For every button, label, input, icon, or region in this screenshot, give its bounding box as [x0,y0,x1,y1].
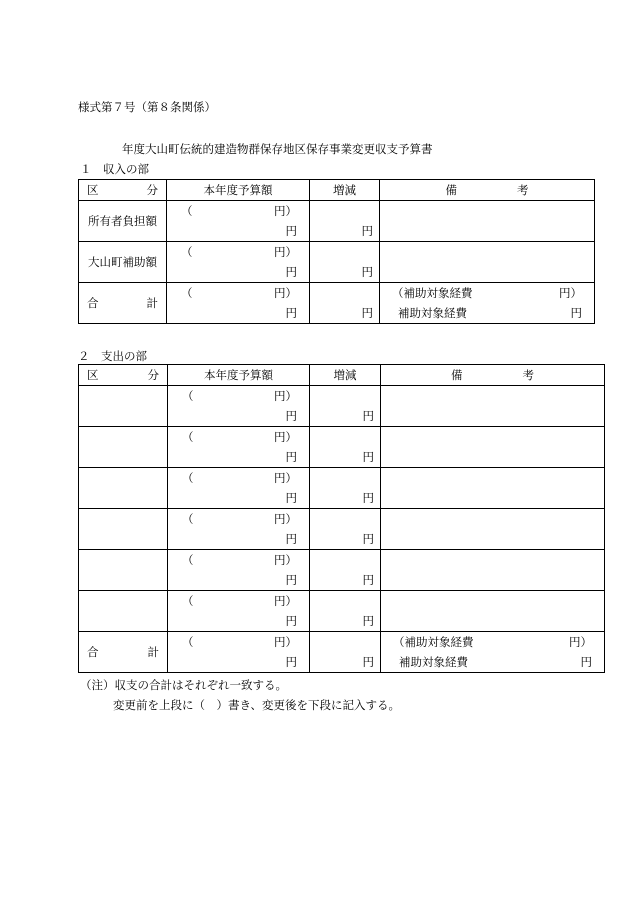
change-cell [310,509,381,530]
change-cell [310,427,381,448]
row-label: 大山町補助額 [79,242,167,283]
change-value-cell: 円 [310,221,380,242]
change-cell [310,591,381,612]
change-value-cell: 円 [310,611,381,632]
remarks-cell [381,468,605,509]
change-value-cell: 円 [310,303,380,324]
yen-paren: 円） [274,389,297,403]
open-paren: （ [182,471,194,485]
remark-bottom: 補助対象経費 円 [399,655,592,669]
yen-paren: 円） [274,245,297,259]
open-paren: （ [182,594,194,608]
total-label-text: 合 計 [87,296,158,310]
change-cell [310,550,381,571]
document-title: 年度大山町伝統的建造物群保存地区保存事業変更収支予算書 [122,142,433,156]
budget-before-cell [167,201,310,222]
remark-bottom: 補助対象経費 円 [398,306,582,320]
header-change: 増減 [310,180,380,201]
yen-paren: 円） [274,430,297,444]
budget-before-cell [168,509,310,530]
remark-top: （補助対象経費 円） [392,286,582,300]
budget-after-cell: 円 [168,447,310,468]
change-cell [310,386,381,407]
remarks-cell [381,632,605,653]
change-value-cell: 円 [310,262,380,283]
header-remarks: 備 考 [381,365,605,386]
remarks-cell [381,427,605,468]
budget-after-cell: 円 [167,262,310,283]
budget-before-cell [167,242,310,263]
open-paren: （ [181,245,193,259]
header-category: 区 分 [79,365,168,386]
table-row [79,509,605,530]
budget-after-cell: 円 [167,303,310,324]
remarks-cell [381,386,605,427]
change-cell [310,242,380,263]
budget-before-cell [168,591,310,612]
header-change: 増減 [310,365,381,386]
yen-paren: 円） [274,286,297,300]
table-row [79,386,605,407]
budget-after-cell: 円 [168,570,310,591]
budget-before-cell [167,283,310,304]
open-paren: （ [182,512,194,526]
total-label [79,632,168,673]
row-label [79,509,168,550]
remark-top: （補助対象経費 円） [393,635,592,649]
table-row [79,242,595,263]
table-row [79,550,605,571]
row-label [79,386,168,427]
yen-paren: 円） [274,553,297,567]
remarks-cell [380,283,595,304]
change-cell [310,201,380,222]
change-value-cell: 円 [310,447,381,468]
row-label: 所有者負担額 [79,201,167,242]
budget-before-cell [168,427,310,448]
open-paren: （ [182,553,194,567]
total-label [79,283,167,324]
open-paren: （ [182,635,194,649]
change-value-cell: 円 [310,570,381,591]
open-paren: （ [182,430,194,444]
budget-before-cell [168,386,310,407]
change-cell [310,283,380,304]
remarks-cell [381,652,605,673]
budget-after-cell: 円 [168,652,310,673]
budget-after-cell: 円 [168,488,310,509]
budget-after-cell: 円 [167,221,310,242]
open-paren: （ [182,389,194,403]
header-remarks: 備 考 [380,180,595,201]
income-section-title: １ 収入の部 [80,162,149,176]
budget-before-cell [168,468,310,489]
table-row [79,468,605,489]
expense-header-row [79,365,605,386]
change-value-cell: 円 [310,529,381,550]
income-table [78,179,595,324]
yen-paren: 円） [274,204,297,218]
note-line-2: 変更前を上段に（ ）書き、変更後を下段に記入する。 [113,698,401,712]
total-row-top [79,283,595,304]
change-value-cell: 円 [310,652,381,673]
header-budget: 本年度予算額 [167,180,310,201]
row-label [79,550,168,591]
note-line-1: （注）収支の合計はそれぞれ一致する。 [80,678,287,692]
budget-after-cell: 円 [168,406,310,427]
total-row-top [79,632,605,653]
table-row [79,201,595,222]
budget-before-cell [168,632,310,653]
header-budget: 本年度予算額 [168,365,310,386]
expense-table [78,364,605,673]
change-value-cell: 円 [310,488,381,509]
budget-after-cell: 円 [168,529,310,550]
yen-paren: 円） [274,512,297,526]
remarks-cell [380,242,595,283]
remarks-cell [380,201,595,242]
row-label [79,468,168,509]
header-category: 区 分 [79,180,167,201]
change-cell [310,468,381,489]
budget-after-cell: 円 [168,611,310,632]
total-label-text: 合 計 [87,645,159,659]
expense-section-title: ２ 支出の部 [78,349,147,363]
open-paren: （ [181,204,193,218]
yen-paren: 円） [274,471,297,485]
remarks-cell [381,550,605,591]
table-row [79,427,605,448]
open-paren: （ [181,286,193,300]
row-label [79,591,168,632]
change-cell [310,632,381,653]
yen-paren: 円） [274,594,297,608]
row-label [79,427,168,468]
remarks-cell [380,303,595,324]
income-header-row [79,180,595,201]
yen-paren: 円） [274,635,297,649]
remarks-cell [381,591,605,632]
form-number: 様式第７号（第８条関係） [78,100,216,114]
change-value-cell: 円 [310,406,381,427]
remarks-cell [381,509,605,550]
table-row [79,591,605,612]
budget-before-cell [168,550,310,571]
